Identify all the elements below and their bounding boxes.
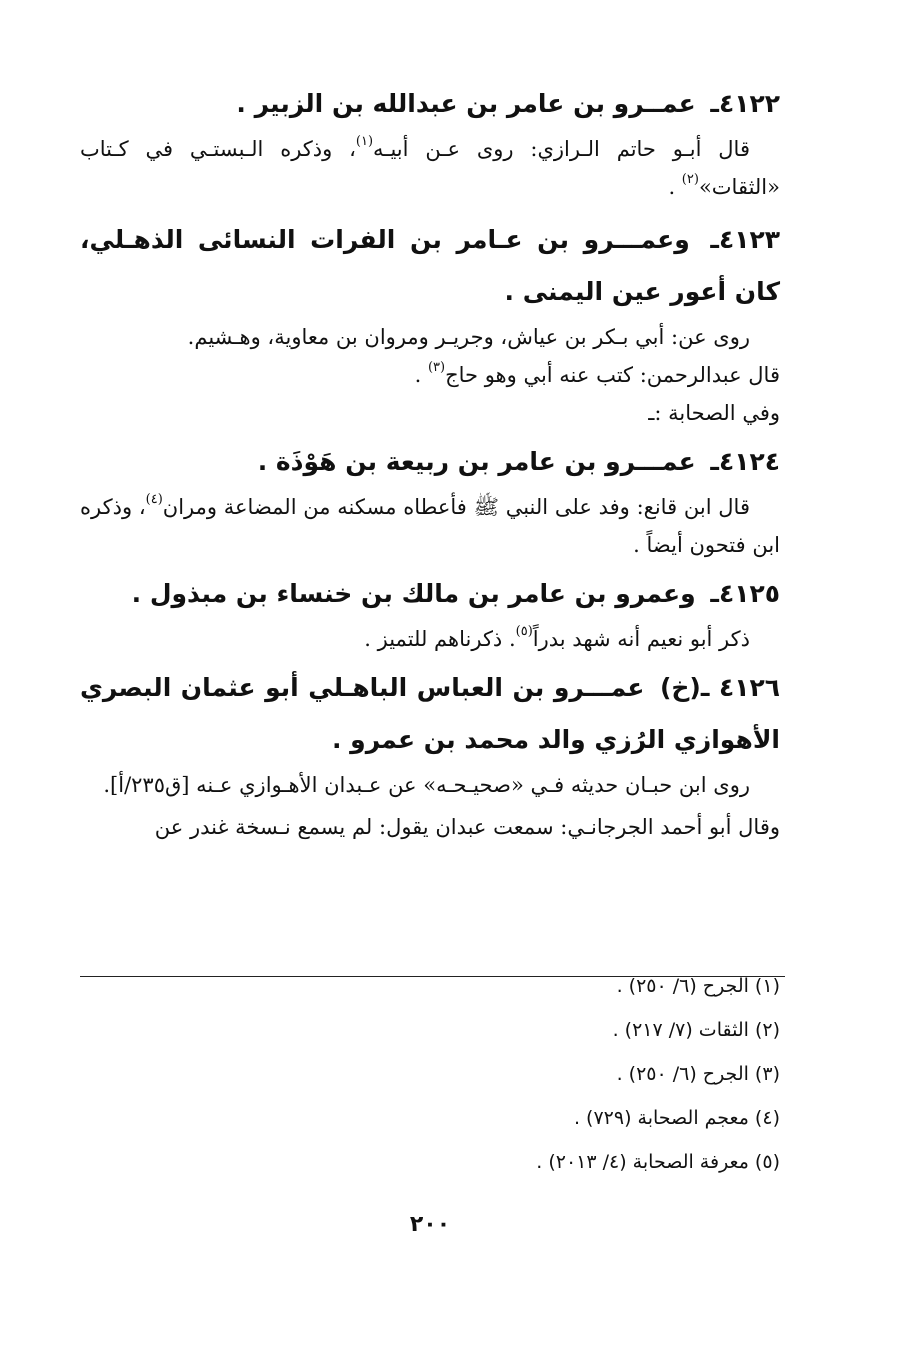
entry-paragraph [80,130,780,206]
entry-paragraph: وقال أبو أحمد الجرجانـي: سمعت عبدان يقول: لم يسمع نـسخة غندر عن [154,815,780,839]
entry-heading-4126 [80,662,780,766]
paragraph-text: ، وذكره ابن فتحون أيضاً . [80,495,780,557]
entry-paragraph: روى عن: أبي بـكر بن عياش، وجريـر ومروان بن معاوية، وهـشيم. [187,325,750,349]
entry-title: عمـــرو بن العباس الباهـلي أبو عثمان البصري الأهوازي الرُزي والد محمد بن عمرو . [80,673,780,754]
footnote-2: (٢) الثقات (٧/ ٢١٧) . [612,1019,780,1041]
entry-heading-4125 [80,568,780,620]
paragraph-text: قال أبـو حاتم الـرازي: روى عـن أبيـه [373,137,750,161]
paragraph-text: . [668,175,682,199]
entry-heading-4124 [80,436,780,488]
paragraph-text: ذكر أبو نعيم أنه شهد بدراً [532,627,750,651]
entry-heading-4122 [80,78,780,130]
entry-heading-4123 [80,214,780,318]
footnote-ref-4[interactable]: (٤) [145,492,163,507]
entry-number: ٤١٢٣ـ [710,225,780,254]
section-label: وفي الصحابة :ـ [648,401,780,425]
footnote-5: (٥) معرفة الصحابة (٤/ ٢٠١٣) . [536,1151,780,1173]
entry-number: ٤١٢٤ـ [710,447,780,476]
entry-title: عمــرو بن عامر بن عبدالله بن الزبير . [236,89,696,118]
entry-paragraph [80,356,780,394]
paragraph-text: ، وذكره الـبستـي في كـتاب «الثقات» [80,137,780,199]
entry-paragraph [80,620,780,658]
page-number: ٢٠٠ [409,1212,451,1237]
footnote-4: (٤) معجم الصحابة (٧٢٩) . [573,1107,780,1129]
entry-paragraph [80,488,780,564]
entry-title: عمـــرو بن عامر بن ربيعة بن هَوْذَة . [257,447,696,476]
footnote-ref-3[interactable]: (٣) [427,360,446,375]
paragraph-text: . ذكرناهم للتميز . [364,627,516,651]
entry-number: ٤١٢٥ـ [710,579,780,608]
paragraph-text: قال عبدالرحمن: كتب عنه أبي وهو حاج [445,363,780,387]
page-body [80,78,780,846]
entry-number: ٤١٢٦ ـ(خ) [659,673,780,702]
entry-title: وعمـــرو بن عـامر بن الفرات النسائى الذهـلي، كان أعور عين اليمنى . [80,225,780,306]
paragraph-text: قال ابن قانع: وفد على النبي ﷺ فأعطاه مسكنه من المضاعة ومران [162,495,750,519]
footnotes [536,964,780,1184]
footnote-3: (٣) الجرح (٦/ ٢٥٠) . [616,1063,780,1085]
entry-number: ٤١٢٢ـ [710,89,780,118]
entry-paragraph: روى ابن حبـان حديثه فـي «صحيـحـه» عن عـبدان الأهـوازي عـنه [ق٢٣٥/أ]. [103,773,750,797]
footnote-ref-1[interactable]: (١) [355,134,374,149]
footnote-ref-5[interactable]: (٥) [515,624,533,639]
entry-title: وعمرو بن عامر بن مالك بن خنساء بن مبذول . [131,579,696,608]
paragraph-text: . [414,363,428,387]
footnote-ref-2[interactable]: (٢) [681,172,699,187]
footnote-1: (١) الجرح (٦/ ٢٥٠) . [616,975,780,997]
